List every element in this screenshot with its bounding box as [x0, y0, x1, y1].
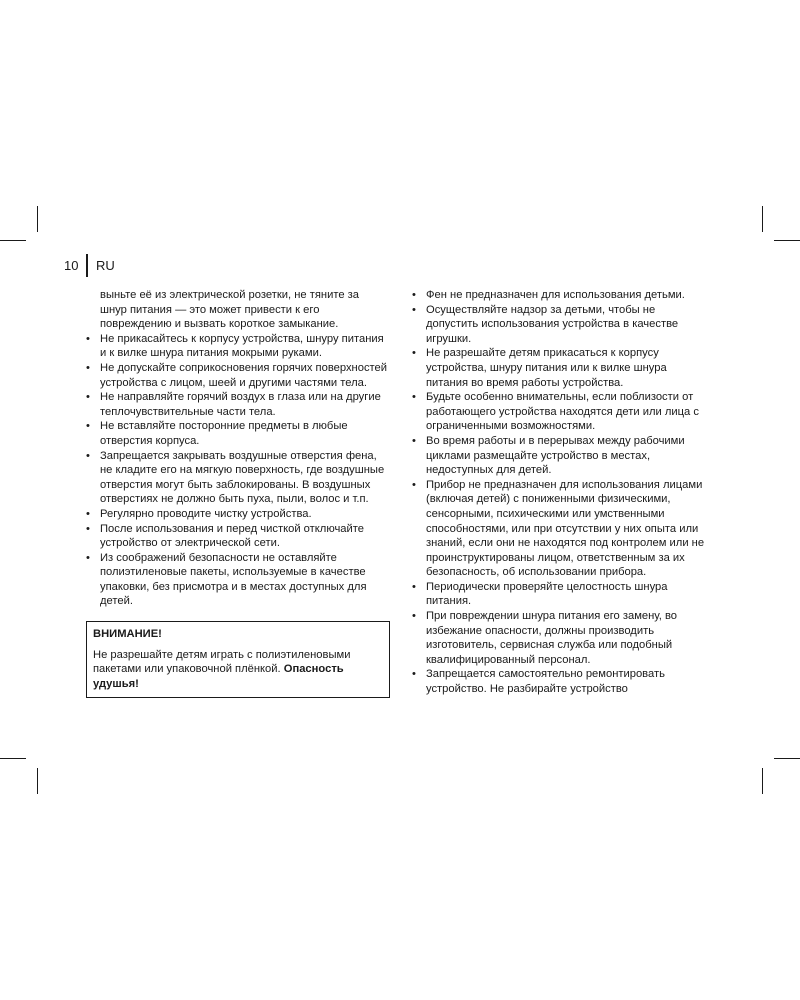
list-item-text: Не допускайте соприкосновения горячих поверхностей устройства с лицом, шеей и другими частями тела. — [100, 361, 388, 389]
list-item — [410, 288, 710, 303]
list-item — [84, 332, 388, 361]
crop-mark-top-right-vertical — [762, 206, 763, 232]
right-column — [410, 288, 710, 697]
list-item — [410, 434, 710, 478]
list-item-text: При повреждении шнура питания его замену, во избежание опасности, должны производить изготовитель, сервисная служба или подобный квалифицированный персонал. — [426, 610, 678, 666]
bullet-icon: • — [86, 449, 90, 462]
list-item-text: Осуществляйте надзор за детьми, чтобы не допустить использования устройства в качестве игрушки. — [426, 303, 679, 345]
list-item-text: Регулярно проводите чистку устройства. — [100, 507, 312, 520]
language-code: RU — [96, 258, 115, 273]
list-item-text: Не разрешайте детям прикасаться к корпусу устройства, шнуру питания или к вилке шнура питания во время работы устройства. — [426, 347, 667, 389]
bullet-icon: • — [412, 391, 416, 404]
bullet-icon: • — [412, 347, 416, 360]
left-column — [84, 288, 388, 698]
left-bullet-list — [84, 332, 388, 609]
list-item-text: Фен не предназначен для использования детьми. — [426, 289, 685, 301]
list-item-text: Из соображений безопасности не оставляйте полиэтиленовые пакеты, используемые в качестве упаковки, без присмотра и в местах доступных для детей. — [100, 551, 367, 608]
bullet-icon: • — [412, 668, 416, 681]
bullet-icon: • — [412, 434, 416, 447]
bullet-icon: • — [86, 332, 90, 345]
bullet-icon: • — [86, 507, 90, 520]
list-item-text: Запрещается самостоятельно ремонтировать устройство. Не разбирайте устройство — [426, 668, 665, 696]
warning-box — [86, 621, 390, 698]
list-item — [84, 551, 388, 609]
page-number-divider — [86, 254, 88, 277]
list-item-text: Не прикасайтесь к корпусу устройства, шнуру питания и к вилке шнура питания мокрыми руками. — [100, 332, 384, 360]
list-item-text: После использования и перед чисткой отключайте устройство от электрической сети. — [100, 522, 364, 550]
list-item — [410, 346, 710, 390]
list-item-text: Во время работы и в перерывах между рабочими циклами размещайте устройство в местах, недоступных для детей. — [426, 434, 685, 477]
list-item — [410, 478, 710, 580]
warning-title: ВНИМАНИЕ! — [93, 628, 162, 641]
bullet-icon: • — [412, 478, 416, 491]
bullet-icon: • — [86, 391, 90, 404]
list-item-text: Запрещается закрывать воздушные отверстия фена, не кладите его на мягкую поверхность, где воздушные отверстия могут быть заблокированы. В воздушных отверстиях не должно быть пуха, пыли, волос и т.п. — [100, 449, 385, 506]
warning-text: Не разрешайте детям играть с полиэтиленовыми пакетами или упаковочной плёнкой. — [93, 648, 351, 676]
crop-mark-top-left-vertical — [37, 206, 38, 232]
crop-mark-top-right-horizontal — [774, 240, 800, 241]
list-item — [410, 667, 710, 696]
crop-mark-bottom-left-vertical — [37, 768, 38, 794]
list-item-text: Прибор не предназначен для использования лицами (включая детей) с пониженными физическими, сенсорными, психическими или умственными способностями, или при отсутствии у них опыта или знаний, если они не находятся под контролем или не проинструктированы лицом, ответственным за их безопасность, об использовании прибора. — [426, 478, 705, 579]
bullet-icon: • — [412, 580, 416, 593]
list-item — [410, 390, 710, 434]
list-item — [410, 303, 710, 347]
warning-emphasis: Опасность удушья! — [93, 663, 344, 690]
list-item-text: Не направляйте горячий воздух в глаза или на другие теплочувствительные части тела. — [100, 391, 381, 418]
bullet-icon: • — [412, 610, 416, 623]
crop-mark-top-left-horizontal — [0, 240, 26, 241]
crop-mark-bottom-right-vertical — [762, 768, 763, 794]
list-item-text: Будьте особенно внимательны, если поблизости от работающего устройства находятся дети или лица с ограниченными возможностями. — [426, 391, 699, 433]
right-bullet-list — [410, 288, 710, 697]
list-item — [84, 449, 388, 507]
crop-mark-bottom-left-horizontal — [0, 758, 26, 759]
bullet-icon: • — [86, 361, 90, 374]
list-item — [84, 419, 388, 448]
list-item — [84, 390, 388, 419]
list-item — [84, 522, 388, 551]
list-item — [84, 507, 388, 522]
bullet-icon: • — [86, 420, 90, 433]
list-item — [84, 361, 388, 390]
list-item — [410, 580, 710, 609]
page-number: 10 — [64, 258, 79, 273]
list-item-text: Периодически проверяйте целостность шнура питания. — [426, 580, 668, 608]
warning-body — [93, 648, 383, 692]
crop-mark-bottom-right-horizontal — [774, 758, 800, 759]
bullet-icon: • — [412, 289, 416, 301]
bullet-icon: • — [86, 522, 90, 535]
list-item-text: Не вставляйте посторонние предметы в любые отверстия корпуса. — [100, 420, 348, 447]
bullet-icon: • — [86, 551, 90, 564]
bullet-icon: • — [412, 303, 416, 316]
list-item — [410, 609, 710, 667]
continued-paragraph: выньте её из электрической розетки, не тяните за шнур питания — это может привести к его повреждению и вызвать короткое замыкание. — [100, 289, 360, 331]
